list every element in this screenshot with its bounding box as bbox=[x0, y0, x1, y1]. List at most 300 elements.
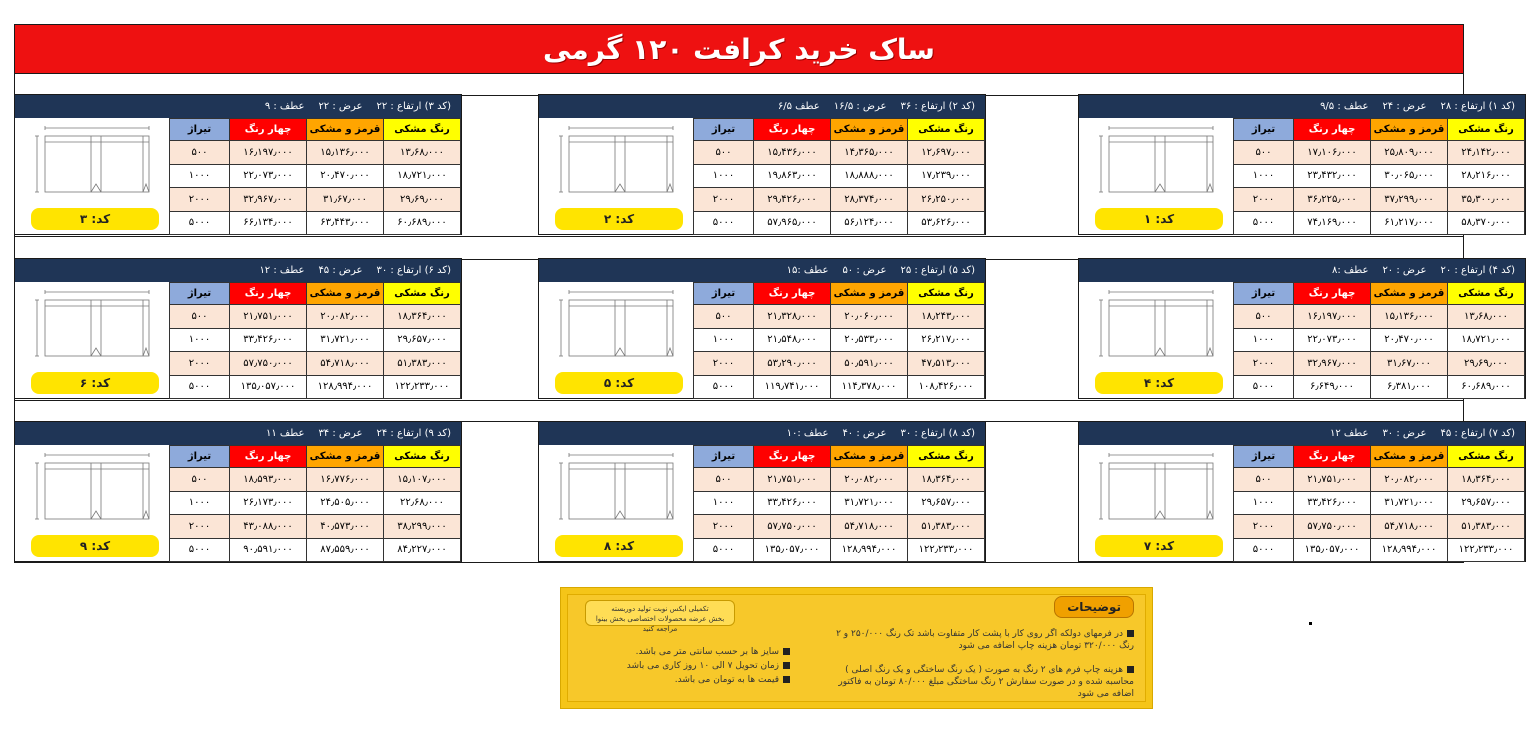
price-row bbox=[694, 164, 985, 188]
col-header-quantity: تیراژ bbox=[170, 446, 230, 468]
spec-code-height: (کد ۳) ارتفاع : ۲۲ bbox=[376, 101, 451, 112]
product-block bbox=[1078, 421, 1526, 562]
col-header-four-color: چهار رنگ bbox=[754, 446, 831, 468]
price-cell: ۱۸٫۵۹۳٫۰۰۰ bbox=[230, 468, 307, 492]
title-banner bbox=[15, 25, 1463, 73]
notes-tab-line: بخش عرضه محصولات اختصاصی بخش بینوا مراجعه کنید bbox=[595, 615, 725, 633]
quantity-cell: ۲۰۰۰ bbox=[694, 352, 754, 376]
price-cell: ۵۷٫۷۵۰٫۰۰۰ bbox=[1294, 515, 1371, 539]
quantity-cell: ۵۰۰۰ bbox=[170, 538, 230, 562]
bag-diagram bbox=[15, 282, 170, 400]
product-code-badge: کد: ۶ bbox=[31, 372, 159, 394]
page-title: ساک خرید کرافت ۱۲۰ گرمی bbox=[543, 32, 935, 66]
quantity-cell: ۲۰۰۰ bbox=[694, 515, 754, 539]
quantity-cell: ۵۰۰۰ bbox=[170, 375, 230, 399]
bag-outline-drawing bbox=[1089, 286, 1224, 368]
product-code-badge: کد: ۸ bbox=[555, 535, 683, 557]
quantity-cell: ۲۰۰۰ bbox=[170, 352, 230, 376]
spec-width: عرض : ۲۲ bbox=[318, 101, 363, 112]
price-table bbox=[169, 118, 461, 235]
price-cell: ۱۲٫۶۹۷٫۰۰۰ bbox=[908, 141, 985, 165]
price-cell: ۲۰٫۰۸۲٫۰۰۰ bbox=[1371, 468, 1448, 492]
price-cell: ۵۶٫۱۲۴٫۰۰۰ bbox=[831, 211, 908, 235]
quantity-cell: ۵۰۰ bbox=[1234, 305, 1294, 329]
col-header-red-black: قرمز و مشکی bbox=[831, 119, 908, 141]
price-cell: ۲۲٫۰۷۳٫۰۰۰ bbox=[1294, 328, 1371, 352]
price-table bbox=[693, 282, 985, 399]
col-header-black: رنگ مشکی bbox=[1448, 446, 1525, 468]
price-table-header bbox=[170, 119, 461, 141]
price-row bbox=[1234, 375, 1525, 399]
price-cell: ۱۲۲٫۲۳۳٫۰۰۰ bbox=[384, 375, 461, 399]
price-cell: ۱۲۲٫۲۳۳٫۰۰۰ bbox=[908, 538, 985, 562]
product-block bbox=[14, 94, 462, 235]
col-header-quantity: تیراژ bbox=[694, 446, 754, 468]
divider bbox=[15, 400, 1463, 401]
col-header-quantity: تیراژ bbox=[1234, 119, 1294, 141]
spec-fold: عطف : ۹/۵ bbox=[1320, 101, 1369, 112]
price-row bbox=[170, 211, 461, 235]
spec-width: عرض : ۴۰ bbox=[842, 428, 887, 439]
price-cell: ۵۸٫۳۷۰٫۰۰۰ bbox=[1448, 211, 1525, 235]
col-header-black: رنگ مشکی bbox=[384, 446, 461, 468]
price-cell: ۳۷٫۲۹۹٫۰۰۰ bbox=[1371, 188, 1448, 212]
bullet-square-icon bbox=[1127, 666, 1134, 673]
price-cell: ۲۶٫۲۱۷٫۰۰۰ bbox=[908, 328, 985, 352]
quantity-cell: ۲۰۰۰ bbox=[1234, 188, 1294, 212]
price-cell: ۳۲٫۹۶۷٫۰۰۰ bbox=[230, 188, 307, 212]
price-row bbox=[694, 468, 985, 492]
block-header bbox=[15, 95, 461, 118]
quantity-cell: ۵۰۰ bbox=[1234, 141, 1294, 165]
spec-code-height: (کد ۹) ارتفاع : ۲۴ bbox=[376, 428, 451, 439]
spec-fold: عطف ۱۲ bbox=[1329, 428, 1369, 439]
price-cell: ۶۰٫۶۸۹٫۰۰۰ bbox=[384, 211, 461, 235]
block-header bbox=[15, 259, 461, 282]
col-header-red-black: قرمز و مشکی bbox=[1371, 446, 1448, 468]
price-cell: ۵۱٫۳۸۳٫۰۰۰ bbox=[908, 515, 985, 539]
quantity-cell: ۲۰۰۰ bbox=[1234, 352, 1294, 376]
price-cell: ۳۱٫۷۲۱٫۰۰۰ bbox=[831, 491, 908, 515]
price-cell: ۵۴٫۷۱۸٫۰۰۰ bbox=[831, 515, 908, 539]
price-cell: ۲۰٫۵۳۳٫۰۰۰ bbox=[831, 328, 908, 352]
spec-fold: عطف : ۱۲ bbox=[259, 265, 305, 276]
bag-diagram bbox=[1079, 282, 1234, 400]
col-header-quantity: تیراژ bbox=[170, 283, 230, 305]
price-row bbox=[170, 538, 461, 562]
quantity-cell: ۱۰۰۰ bbox=[1234, 491, 1294, 515]
price-cell: ۲۱٫۳۲۸٫۰۰۰ bbox=[754, 305, 831, 329]
note-item bbox=[575, 660, 790, 672]
price-row bbox=[694, 188, 985, 212]
product-block bbox=[538, 421, 986, 562]
col-header-quantity: تیراژ bbox=[170, 119, 230, 141]
price-cell: ۲۹٫۶۵۷٫۰۰۰ bbox=[908, 491, 985, 515]
price-row bbox=[694, 491, 985, 515]
bullet-square-icon bbox=[783, 648, 790, 655]
price-row bbox=[1234, 491, 1525, 515]
price-cell: ۲۴٫۱۴۲٫۰۰۰ bbox=[1448, 141, 1525, 165]
price-cell: ۲۹٫۶۹٫۰۰۰ bbox=[1448, 352, 1525, 376]
price-cell: ۵۰٫۵۹۱٫۰۰۰ bbox=[831, 352, 908, 376]
quantity-cell: ۱۰۰۰ bbox=[170, 328, 230, 352]
price-row bbox=[694, 328, 985, 352]
quantity-cell: ۱۰۰۰ bbox=[1234, 164, 1294, 188]
col-header-black: رنگ مشکی bbox=[384, 119, 461, 141]
price-row bbox=[1234, 211, 1525, 235]
quantity-cell: ۱۰۰۰ bbox=[694, 328, 754, 352]
note-item bbox=[575, 646, 790, 658]
price-row bbox=[694, 141, 985, 165]
quantity-cell: ۵۰۰ bbox=[170, 305, 230, 329]
price-cell: ۶٫۳۸۱٫۰۰۰ bbox=[1371, 375, 1448, 399]
price-cell: ۵۴٫۷۱۸٫۰۰۰ bbox=[1371, 515, 1448, 539]
price-cell: ۲۳٫۴۳۲٫۰۰۰ bbox=[1294, 164, 1371, 188]
price-cell: ۵۷٫۷۵۰٫۰۰۰ bbox=[754, 515, 831, 539]
quantity-cell: ۱۰۰۰ bbox=[1234, 328, 1294, 352]
price-cell: ۲۲٫۰۷۳٫۰۰۰ bbox=[230, 164, 307, 188]
quantity-cell: ۱۰۰۰ bbox=[694, 164, 754, 188]
bag-diagram bbox=[15, 445, 170, 563]
price-row bbox=[170, 491, 461, 515]
price-row bbox=[170, 164, 461, 188]
price-row bbox=[170, 515, 461, 539]
bullet-square-icon bbox=[1127, 630, 1134, 637]
price-cell: ۱۸٫۳۶۴٫۰۰۰ bbox=[1448, 468, 1525, 492]
quantity-cell: ۱۰۰۰ bbox=[170, 491, 230, 515]
col-header-four-color: چهار رنگ bbox=[230, 446, 307, 468]
price-cell: ۴۷٫۵۱۳٫۰۰۰ bbox=[908, 352, 985, 376]
price-cell: ۱۶٫۱۹۷٫۰۰۰ bbox=[1294, 305, 1371, 329]
price-cell: ۴۳٫۰۸۸٫۰۰۰ bbox=[230, 515, 307, 539]
bag-diagram bbox=[1079, 118, 1234, 236]
note-item bbox=[834, 664, 1134, 700]
price-cell: ۵۱٫۳۸۳٫۰۰۰ bbox=[1448, 515, 1525, 539]
product-block bbox=[1078, 94, 1526, 235]
price-row bbox=[694, 305, 985, 329]
price-table bbox=[1233, 445, 1525, 562]
spec-width: عرض : ۵۰ bbox=[842, 265, 887, 276]
spec-width: عرض : ۴۵ bbox=[318, 265, 363, 276]
col-header-red-black: قرمز و مشکی bbox=[307, 283, 384, 305]
stray-dot bbox=[1309, 622, 1312, 625]
divider bbox=[15, 73, 1463, 74]
block-header bbox=[1079, 259, 1525, 282]
price-cell: ۴۰٫۵۷۳٫۰۰۰ bbox=[307, 515, 384, 539]
note-text: زمان تحویل ۷ الی ۱۰ روز کاری می باشد bbox=[626, 661, 779, 671]
price-table bbox=[693, 118, 985, 235]
spec-width: عرض : ۲۴ bbox=[1382, 101, 1427, 112]
spec-width: عرض : ۲۰ bbox=[1382, 265, 1427, 276]
price-cell: ۳۳٫۴۲۶٫۰۰۰ bbox=[1294, 491, 1371, 515]
col-header-four-color: چهار رنگ bbox=[754, 283, 831, 305]
product-code-badge: کد: ۲ bbox=[555, 208, 683, 230]
price-row bbox=[1234, 305, 1525, 329]
price-cell: ۱۳٫۶۸٫۰۰۰ bbox=[384, 141, 461, 165]
price-cell: ۳۳٫۴۲۶٫۰۰۰ bbox=[754, 491, 831, 515]
spec-code-height: (کد ۴) ارتفاع : ۲۰ bbox=[1440, 265, 1515, 276]
price-cell: ۱۸٫۷۲۱٫۰۰۰ bbox=[1448, 328, 1525, 352]
spec-code-height: (کد ۸) ارتفاع : ۳۰ bbox=[900, 428, 975, 439]
col-header-four-color: چهار رنگ bbox=[1294, 119, 1371, 141]
price-cell: ۲۰٫۰۸۲٫۰۰۰ bbox=[831, 468, 908, 492]
price-cell: ۵۳٫۶۲۶٫۰۰۰ bbox=[908, 211, 985, 235]
quantity-cell: ۱۰۰۰ bbox=[170, 164, 230, 188]
price-row bbox=[1234, 352, 1525, 376]
spec-code-height: (کد ۱) ارتفاع : ۲۸ bbox=[1440, 101, 1515, 112]
quantity-cell: ۵۰۰ bbox=[170, 141, 230, 165]
price-cell: ۱۸٫۸۸۸٫۰۰۰ bbox=[831, 164, 908, 188]
price-table-header bbox=[1234, 119, 1525, 141]
price-cell: ۳۱٫۶۷٫۰۰۰ bbox=[1371, 352, 1448, 376]
quantity-cell: ۵۰۰۰ bbox=[694, 211, 754, 235]
price-cell: ۱۸٫۳۶۴٫۰۰۰ bbox=[908, 468, 985, 492]
product-code-badge: کد: ۷ bbox=[1095, 535, 1223, 557]
col-header-black: رنگ مشکی bbox=[908, 119, 985, 141]
col-header-four-color: چهار رنگ bbox=[230, 119, 307, 141]
price-cell: ۱۵٫۱۰۷٫۰۰۰ bbox=[384, 468, 461, 492]
price-cell: ۱۱۴٫۳۷۸٫۰۰۰ bbox=[831, 375, 908, 399]
price-cell: ۲۹٫۶۹٫۰۰۰ bbox=[384, 188, 461, 212]
price-row bbox=[1234, 515, 1525, 539]
price-cell: ۱۷٫۱۰۶٫۰۰۰ bbox=[1294, 141, 1371, 165]
notes-tab-line: تکمیلی ایکس نوبت تولید دوربسته bbox=[611, 605, 709, 613]
price-row bbox=[170, 328, 461, 352]
bag-diagram bbox=[1079, 445, 1234, 563]
bag-diagram bbox=[15, 118, 170, 236]
price-cell: ۱۲۸٫۹۹۴٫۰۰۰ bbox=[307, 375, 384, 399]
spec-code-height: (کد ۲) ارتفاع : ۳۶ bbox=[900, 101, 975, 112]
col-header-quantity: تیراژ bbox=[694, 119, 754, 141]
price-cell: ۶۱٫۲۱۷٫۰۰۰ bbox=[1371, 211, 1448, 235]
price-cell: ۱۱۹٫۷۴۱٫۰۰۰ bbox=[754, 375, 831, 399]
col-header-red-black: قرمز و مشکی bbox=[831, 283, 908, 305]
price-cell: ۶۰٫۶۸۹٫۰۰۰ bbox=[1448, 375, 1525, 399]
price-cell: ۲۶٫۱۷۳٫۰۰۰ bbox=[230, 491, 307, 515]
product-block bbox=[14, 421, 462, 562]
price-table-header bbox=[1234, 283, 1525, 305]
col-header-red-black: قرمز و مشکی bbox=[307, 446, 384, 468]
product-block bbox=[538, 94, 986, 235]
price-cell: ۵۳٫۲۹۰٫۰۰۰ bbox=[754, 352, 831, 376]
price-cell: ۳۶٫۲۲۵٫۰۰۰ bbox=[1294, 188, 1371, 212]
spec-code-height: (کد ۵) ارتفاع : ۲۵ bbox=[900, 265, 975, 276]
price-table bbox=[169, 282, 461, 399]
block-header bbox=[1079, 95, 1525, 118]
price-table bbox=[169, 445, 461, 562]
price-table-header bbox=[170, 446, 461, 468]
block-header bbox=[539, 422, 985, 445]
price-cell: ۶٫۶۴۹٫۰۰۰ bbox=[1294, 375, 1371, 399]
col-header-four-color: چهار رنگ bbox=[754, 119, 831, 141]
col-header-red-black: قرمز و مشکی bbox=[831, 446, 908, 468]
col-header-quantity: تیراژ bbox=[1234, 283, 1294, 305]
col-header-quantity: تیراژ bbox=[1234, 446, 1294, 468]
price-cell: ۶۶٫۱۳۴٫۰۰۰ bbox=[230, 211, 307, 235]
product-code-badge: کد: ۵ bbox=[555, 372, 683, 394]
note-text: هزینه چاپ فرم های ۲ رنگ به صورت ( یک رنگ ساختگی و یک رنگ اصلی ) محاسبه شده و در صورت سفارش ۲ رنگ ساختگی مبلغ ۸۰/۰۰۰ تومان به فاکتور اضافه می شود bbox=[838, 665, 1134, 699]
bag-diagram bbox=[539, 282, 694, 400]
price-cell: ۲۴٫۵۰۵٫۰۰۰ bbox=[307, 491, 384, 515]
col-header-black: رنگ مشکی bbox=[384, 283, 461, 305]
bag-outline-drawing bbox=[549, 286, 684, 368]
product-code-badge: کد: ۴ bbox=[1095, 372, 1223, 394]
col-header-quantity: تیراژ bbox=[694, 283, 754, 305]
product-block bbox=[1078, 258, 1526, 399]
price-cell: ۱۸٫۷۲۱٫۰۰۰ bbox=[384, 164, 461, 188]
note-item bbox=[834, 628, 1134, 652]
spec-code-height: (کد ۶) ارتفاع : ۳۰ bbox=[376, 265, 451, 276]
col-header-red-black: قرمز و مشکی bbox=[307, 119, 384, 141]
quantity-cell: ۵۰۰۰ bbox=[694, 538, 754, 562]
quantity-cell: ۲۰۰۰ bbox=[170, 515, 230, 539]
note-text: قیمت ها به تومان می باشد. bbox=[674, 675, 779, 685]
price-table bbox=[1233, 118, 1525, 235]
spec-fold: عطف :۱۵ bbox=[786, 265, 829, 276]
bag-outline-drawing bbox=[549, 449, 684, 531]
price-cell: ۱۶٫۱۹۷٫۰۰۰ bbox=[230, 141, 307, 165]
spec-fold: عطف :۱۰ bbox=[786, 428, 829, 439]
bag-outline-drawing bbox=[1089, 449, 1224, 531]
product-code-badge: کد: ۹ bbox=[31, 535, 159, 557]
spec-code-height: (کد ۷) ارتفاع : ۴۵ bbox=[1440, 428, 1515, 439]
bullet-square-icon bbox=[783, 662, 790, 669]
spec-width: عرض : ۳۴ bbox=[318, 428, 363, 439]
price-row bbox=[1234, 141, 1525, 165]
price-row bbox=[170, 188, 461, 212]
price-cell: ۵۴٫۷۱۸٫۰۰۰ bbox=[307, 352, 384, 376]
price-row bbox=[170, 375, 461, 399]
price-cell: ۱۳۵٫۰۵۷٫۰۰۰ bbox=[1294, 538, 1371, 562]
price-row bbox=[170, 468, 461, 492]
price-cell: ۱۵٫۱۳۶٫۰۰۰ bbox=[1371, 305, 1448, 329]
price-cell: ۱۰۸٫۴۲۶٫۰۰۰ bbox=[908, 375, 985, 399]
price-row bbox=[170, 305, 461, 329]
col-header-four-color: چهار رنگ bbox=[1294, 446, 1371, 468]
product-block bbox=[538, 258, 986, 399]
price-row bbox=[170, 141, 461, 165]
quantity-cell: ۲۰۰۰ bbox=[170, 188, 230, 212]
price-cell: ۲۹٫۶۵۷٫۰۰۰ bbox=[1448, 491, 1525, 515]
price-row bbox=[694, 211, 985, 235]
price-cell: ۳۵٫۳۰۰٫۰۰۰ bbox=[1448, 188, 1525, 212]
quantity-cell: ۵۰۰۰ bbox=[1234, 211, 1294, 235]
price-cell: ۲۸٫۲۱۶٫۰۰۰ bbox=[1448, 164, 1525, 188]
price-cell: ۲۰٫۴۷۰٫۰۰۰ bbox=[307, 164, 384, 188]
quantity-cell: ۵۰۰ bbox=[694, 468, 754, 492]
price-row bbox=[1234, 328, 1525, 352]
spec-fold: عطف : ۹ bbox=[264, 101, 305, 112]
quantity-cell: ۵۰۰۰ bbox=[1234, 375, 1294, 399]
price-cell: ۵۱٫۳۸۳٫۰۰۰ bbox=[384, 352, 461, 376]
price-cell: ۲۱٫۷۵۱٫۰۰۰ bbox=[1294, 468, 1371, 492]
price-row bbox=[1234, 164, 1525, 188]
quantity-cell: ۵۰۰۰ bbox=[1234, 538, 1294, 562]
col-header-four-color: چهار رنگ bbox=[230, 283, 307, 305]
price-cell: ۲۱٫۷۵۱٫۰۰۰ bbox=[754, 468, 831, 492]
bullet-square-icon bbox=[783, 676, 790, 683]
price-cell: ۲۰٫۰۸۲٫۰۰۰ bbox=[307, 305, 384, 329]
notes-title: توضیحات bbox=[1054, 596, 1134, 618]
spec-width: عرض : ۱۶/۵ bbox=[833, 101, 887, 112]
price-row bbox=[694, 352, 985, 376]
price-table-header bbox=[170, 283, 461, 305]
quantity-cell: ۵۰۰ bbox=[694, 141, 754, 165]
price-cell: ۱۸٫۲۴۳٫۰۰۰ bbox=[908, 305, 985, 329]
price-row bbox=[1234, 468, 1525, 492]
note-item bbox=[575, 674, 790, 686]
col-header-black: رنگ مشکی bbox=[908, 283, 985, 305]
price-row bbox=[694, 375, 985, 399]
col-header-black: رنگ مشکی bbox=[1448, 119, 1525, 141]
price-cell: ۱۲۲٫۲۳۳٫۰۰۰ bbox=[1448, 538, 1525, 562]
col-header-four-color: چهار رنگ bbox=[1294, 283, 1371, 305]
price-row bbox=[694, 538, 985, 562]
col-header-red-black: قرمز و مشکی bbox=[1371, 119, 1448, 141]
price-cell: ۳۰٫۰۶۵٫۰۰۰ bbox=[1371, 164, 1448, 188]
price-cell: ۲۸٫۳۷۴٫۰۰۰ bbox=[831, 188, 908, 212]
price-table bbox=[693, 445, 985, 562]
bag-outline-drawing bbox=[25, 286, 160, 368]
price-cell: ۵۷٫۹۶۵٫۰۰۰ bbox=[754, 211, 831, 235]
col-header-black: رنگ مشکی bbox=[1448, 283, 1525, 305]
divider bbox=[15, 236, 1463, 237]
bag-outline-drawing bbox=[25, 122, 160, 204]
price-cell: ۳۸٫۲۹۹٫۰۰۰ bbox=[384, 515, 461, 539]
price-row bbox=[170, 352, 461, 376]
col-header-red-black: قرمز و مشکی bbox=[1371, 283, 1448, 305]
price-row bbox=[1234, 188, 1525, 212]
note-text: سایز ها بر حسب سانتی متر می باشد. bbox=[635, 647, 779, 657]
notes-panel bbox=[560, 587, 1153, 709]
price-cell: ۱۴٫۳۶۵٫۰۰۰ bbox=[831, 141, 908, 165]
block-header bbox=[15, 422, 461, 445]
product-block bbox=[14, 258, 462, 399]
price-cell: ۲۲٫۶۸٫۰۰۰ bbox=[384, 491, 461, 515]
quantity-cell: ۵۰۰۰ bbox=[170, 211, 230, 235]
price-cell: ۲۹٫۶۵۷٫۰۰۰ bbox=[384, 328, 461, 352]
price-cell: ۹۰٫۵۹۱٫۰۰۰ bbox=[230, 538, 307, 562]
price-cell: ۳۱٫۶۷٫۰۰۰ bbox=[307, 188, 384, 212]
price-table-header bbox=[694, 283, 985, 305]
price-row bbox=[1234, 538, 1525, 562]
price-cell: ۳۱٫۷۲۱٫۰۰۰ bbox=[1371, 491, 1448, 515]
quantity-cell: ۵۰۰ bbox=[170, 468, 230, 492]
quantity-cell: ۲۰۰۰ bbox=[694, 188, 754, 212]
price-cell: ۱۶٫۷۷۶٫۰۰۰ bbox=[307, 468, 384, 492]
price-cell: ۱۹٫۸۶۳٫۰۰۰ bbox=[754, 164, 831, 188]
note-text: در فرمهای دولکه اگر روی کار با پشت کار متفاوت باشد تک رنگ ۲۵۰/۰۰۰ و ۲ رنگ ۳۲۰/۰۰۰ تومان هزینه چاپ اضافه می شود bbox=[836, 629, 1134, 651]
price-cell: ۱۳٫۶۸٫۰۰۰ bbox=[1448, 305, 1525, 329]
price-cell: ۳۳٫۴۲۶٫۰۰۰ bbox=[230, 328, 307, 352]
price-cell: ۲۹٫۴۲۶٫۰۰۰ bbox=[754, 188, 831, 212]
bag-outline-drawing bbox=[25, 449, 160, 531]
bag-outline-drawing bbox=[1089, 122, 1224, 204]
price-cell: ۱۸٫۳۶۴٫۰۰۰ bbox=[384, 305, 461, 329]
notes-tab-label bbox=[585, 600, 735, 633]
price-cell: ۲۱٫۷۵۱٫۰۰۰ bbox=[230, 305, 307, 329]
price-row bbox=[694, 515, 985, 539]
price-cell: ۸۴٫۲۲۷٫۰۰۰ bbox=[384, 538, 461, 562]
block-header bbox=[539, 259, 985, 282]
price-table-header bbox=[694, 119, 985, 141]
price-cell: ۱۵٫۱۳۶٫۰۰۰ bbox=[307, 141, 384, 165]
spec-fold: عطف :۸ bbox=[1331, 265, 1369, 276]
bag-outline-drawing bbox=[549, 122, 684, 204]
price-cell: ۳۱٫۷۲۱٫۰۰۰ bbox=[307, 328, 384, 352]
price-cell: ۱۳۵٫۰۵۷٫۰۰۰ bbox=[230, 375, 307, 399]
spec-fold: عطف ۱۱ bbox=[265, 428, 305, 439]
